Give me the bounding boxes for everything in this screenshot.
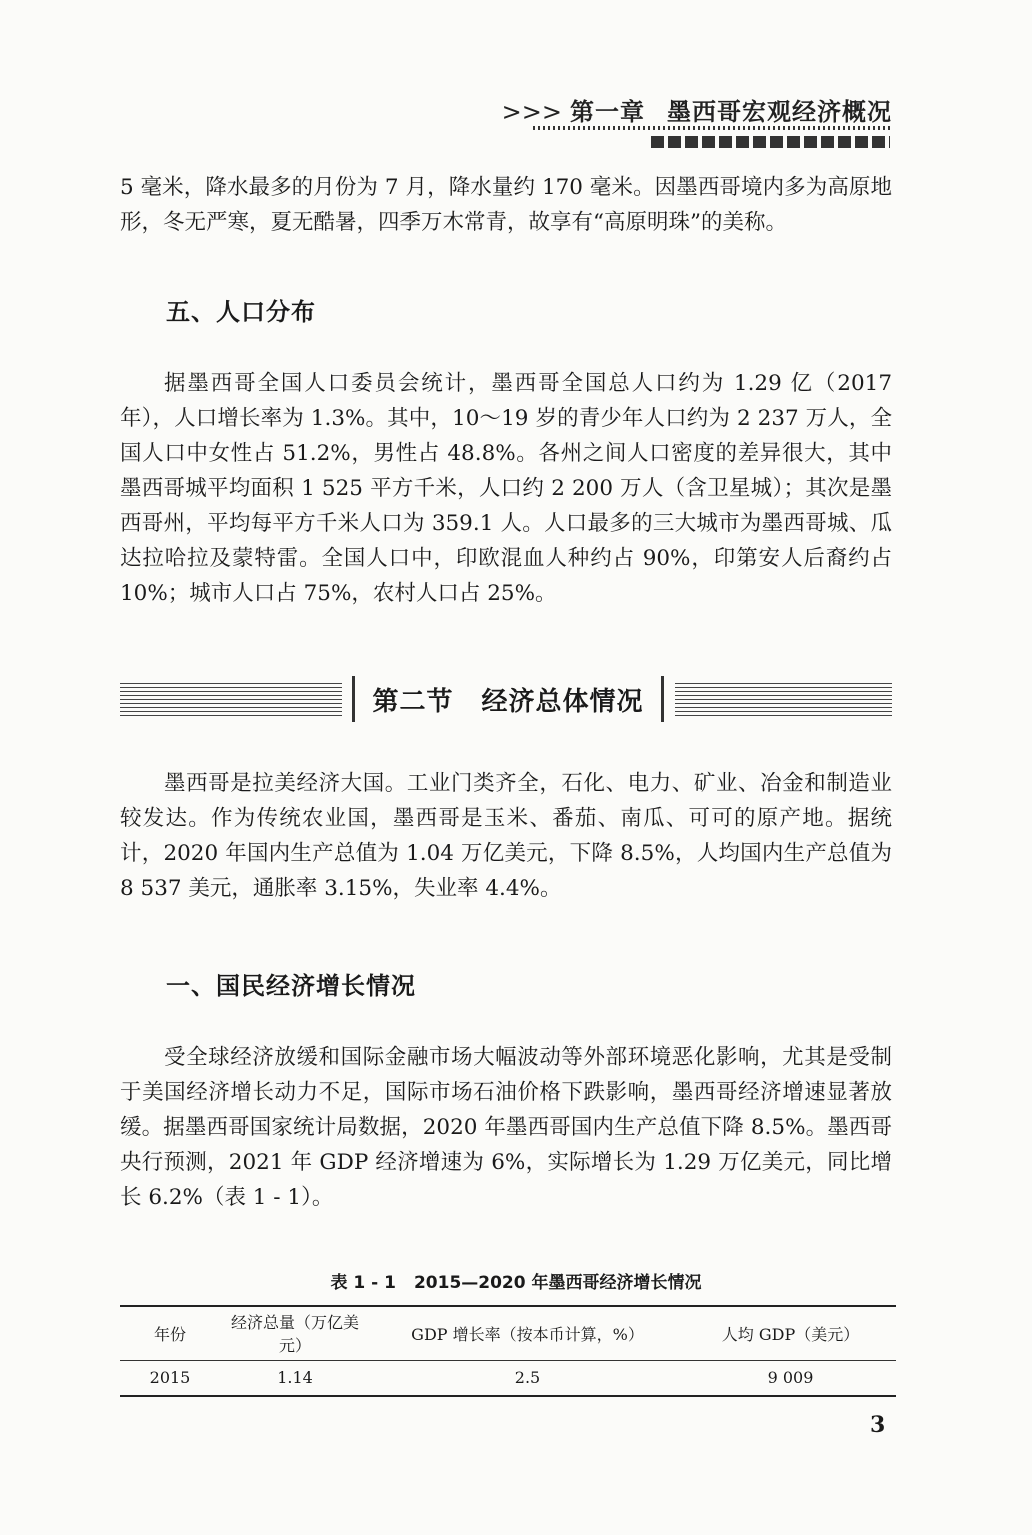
population-heading: 五、人口分布 — [166, 298, 316, 326]
cell-gdp-growth: 2.5 — [514, 1368, 541, 1388]
table-header-row — [120, 1306, 896, 1360]
running-header — [502, 92, 892, 127]
table-row — [120, 1360, 896, 1396]
header-arrows: >>> — [501, 98, 562, 126]
growth-paragraph: 受全球经济放缓和国际金融市场大幅波动等外部环境恶化影响，尤其是受制于美国经济增长动力不足，国际市场石油价格下跌影响，墨西哥经济增速显著放缓。据墨西哥国家统计局数据，2020 年墨西哥国内生产总值下降 8.5%。墨西哥央行预测，2021 年 GDP 经济增速为 6%，实际增长为 1.29 万亿美元，同比增长 6.2%（表 1 - 1）。 — [120, 1045, 892, 1210]
growth-heading: 一、国民经济增长情况 — [166, 972, 416, 1000]
header-block-rule — [651, 136, 890, 148]
section-title — [352, 676, 664, 722]
header-title: 墨西哥宏观经济概况 — [667, 98, 892, 126]
section-banner — [120, 676, 892, 722]
table-caption — [0, 1268, 1032, 1293]
header-gdp-per-capita: 人均 GDP（美元） — [721, 1324, 860, 1344]
header-chapter: 第一章 — [570, 98, 645, 126]
population-paragraph: 据墨西哥全国人口委员会统计，墨西哥全国总人口约为 1.29 亿（2017 年），人口增长率为 1.3%。其中，10～19 岁的青少年人口约为 2 237 万人，全国人口中女性占 51.2%，男性占 48.8%。各州之间人口密度的差异很大，其中墨西哥城平均面积 1 525 平方千米，人口约 2 200 万人（含卫星城）；其次是墨西哥州，平均每平方千米人口为 359.1 人。人口最多的三大城市为墨西哥城、瓜达拉哈拉及蒙特雷。全国人口中，印欧混血人种约占 90%，印第安人后裔约占 10%；城市人口占 75%，农村人口占 25%。 — [120, 371, 892, 606]
cell-year: 2015 — [149, 1368, 191, 1388]
section-number: 第二节 — [372, 686, 454, 717]
table-caption-number: 表 1 - 1 — [330, 1273, 396, 1293]
cell-gdp-per-capita: 9 009 — [767, 1368, 814, 1388]
header-gdp-growth: GDP 增长率（按本币计算，%） — [411, 1324, 644, 1344]
banner-decoration-right — [675, 682, 892, 716]
header-year: 年份 — [153, 1324, 186, 1344]
economy-overview-paragraph: 墨西哥是拉美经济大国。工业门类齐全，石化、电力、矿业、冶金和制造业较发达。作为传统农业国，墨西哥是玉米、番茄、南瓜、可可的原产地。据统计，2020 年国内生产总值为 1.04 万亿美元，下降 8.5%，人均国内生产总值为 8 537 美元，通胀率 3.15%，失业率 4.4%。 — [120, 771, 892, 901]
climate-paragraph: 5 毫米，降水最多的月份为 7 月，降水量约 170 毫米。因墨西哥境内多为高原地形，冬无严寒，夏无酷暑，四季万木常青，故享有“高原明珠”的美称。 — [120, 175, 892, 235]
cell-total: 1.14 — [277, 1368, 313, 1388]
economic-growth-table — [120, 1305, 896, 1397]
banner-decoration-left — [120, 682, 342, 716]
section-name: 经济总体情况 — [481, 686, 644, 717]
header-dotted-rule — [533, 126, 890, 130]
table-caption-title: 2015—2020 年墨西哥经济增长情况 — [413, 1273, 702, 1293]
page-number: 3 — [870, 1412, 886, 1438]
header-total: 经济总量（万亿美元） — [230, 1313, 359, 1356]
